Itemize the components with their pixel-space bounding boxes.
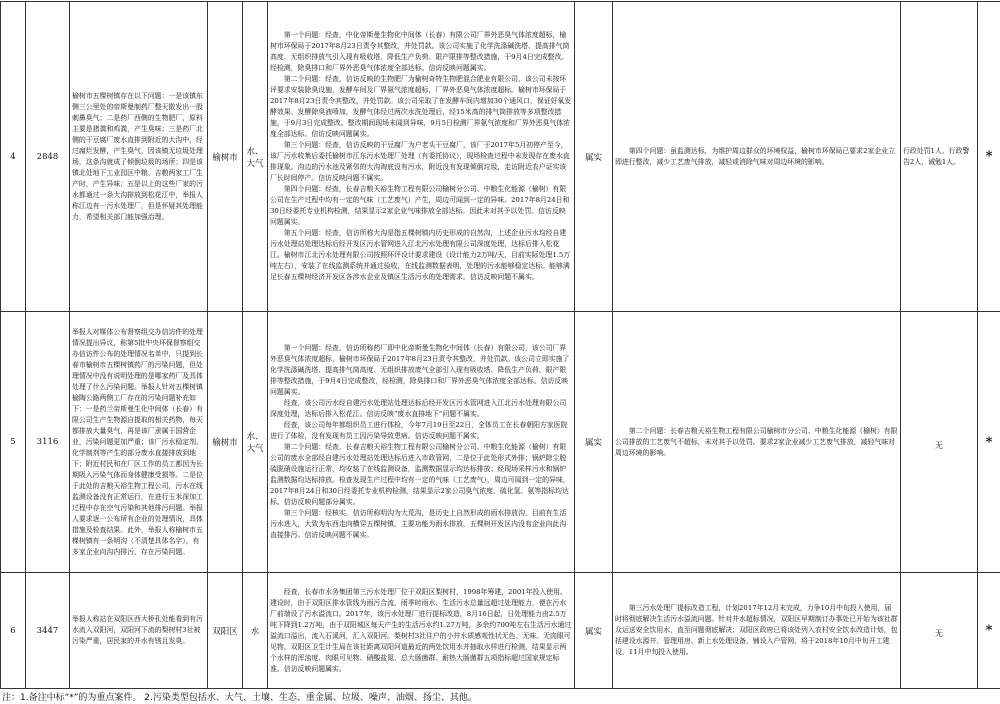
area-cell: 榆树市 — [208, 2, 243, 312]
punishment-cell — [901, 573, 978, 689]
key-case-mark: * — [978, 2, 1000, 312]
key-case-mark: * — [978, 312, 1000, 573]
table-footnote: 注：1.备注中标“*”的为重点案件。 2.污染类型包括水、大气、土壤、生态、重金属、垃圾、噪声、油烟、扬尘、其他。 — [2, 693, 477, 703]
row-seq: 5 — [1, 312, 26, 573]
findings-cell — [268, 573, 575, 689]
punishment-cell — [901, 2, 978, 312]
rectification-text: 第四个问题：虽监测达标，为维护周边群众的环境权益，榆树市环保局已要求2家企业立即进行整改，减少工艺废气排放，减轻或消除气味对周边环境的影响。 — [615, 146, 896, 166]
finding-paragraph: 经查，长春市水务集团第三污水处理厂位于双阳区梨树村，1998年筹建，2001年投入使用。建设时，由于双阳区排水管线为雨污合流，雨季时雨水、生活污水总量远超过处理能力，便在污水厂前端设了污水溢流口。2017年，该污水处理厂进行提标改造，8月16日起，日处理能力由2.5万吨下降到1.2万吨，由于双阳城区每天产生的生活污水约1.27万吨，多余约700吨左右生活污水通过溢流口溢出，流入石溪河，汇入双阳河。梨树村3社住户的小井水质感观性状无色、无味、无肉眼可见物。双阳区卫生计生局在该社距离双阳河道最近的两处饮用水井抽取水样进行检测，结果显示两个水样的浑浊度、肉眼可见物、硝酸盐氮、总大肠菌群、耐热大肠菌群五项指标超过国家规定标准。信访反映问题属实。 — [270, 587, 572, 673]
finding-paragraph: 第三个问题：经核实，信访所称明沟为大荒沟，是历史上自然形成的雨水排放沟，目前有生活污水进入，大致为东西走向横穿五棵树镇，主要功能为雨水排放，五棵树开发区内没有企业向此沟直接排污。信访反映问题不属实。 — [270, 509, 567, 539]
punishment-text: 无 — [935, 629, 943, 638]
key-case-mark: * — [978, 573, 1000, 689]
table-row — [1, 312, 1000, 573]
finding-paragraph: 第四个问题：经查，长春吉粮天裕生物工程有限公司榆树分公司、中粮生化能源（榆树）有限公司在生产过程中均有一定的气味（工艺废气）产生，周边可闻到一定的异味。2017年8月24日和30日经委托专业机构检测，结果显示2家企业气味排放全部达标。因此未对其予以处罚。信访反映问题属实。 — [270, 185, 570, 226]
rectification-cell — [613, 2, 901, 312]
verdict-cell: 属实 — [575, 2, 613, 312]
rectification-text: 第三污水处理厂提标改造工程，计划2017年12月末完成，力争10月中旬投入使用，届时将彻底解决生活污水溢流问题。针对井水超标情况，双阳区早期制订办事处已开始为该社群众运送安全饮用水，直至问题彻底解决；双阳区政府已将该处列入农村安全饮水改造计划，包括建设水源井、管理用房、新上水处理设备，铺设入户管网，将于2018年10月中旬开工建设，11月中旬投入使用。 — [615, 604, 898, 656]
pollution-type-cell: 水、大气 — [243, 312, 268, 573]
table-row — [1, 573, 1000, 689]
table-row — [1, 2, 1000, 312]
case-id: 2848 — [26, 2, 70, 312]
case-id: 3116 — [26, 312, 70, 573]
findings-cell — [268, 2, 575, 312]
area-cell: 榆树市 — [208, 312, 243, 573]
findings-cell — [268, 312, 575, 573]
pollution-type-cell: 水 — [243, 573, 268, 689]
case-id: 3447 — [26, 573, 70, 689]
finding-paragraph: 第三个问题：经查，信访反映的干豆腐厂为户老头干豆腐厂，该厂于2017年5月初停产至今，该厂污水收集后委托榆树市江东污水处理厂处理（有委托协议），现场检查过程中未发现存在废水直排现象。沟边的污水池及紧邻的大沟淘底没有污水，附近没有发现倾倒垃圾，走访附近农户证实该厂长时间停产。信访反映问题不属实。 — [270, 141, 570, 182]
complaint-cell — [70, 312, 208, 573]
row-seq: 6 — [1, 573, 26, 689]
complaint-text: 榆树市五棵树镇存在以下问题：一是该镇东侧三公里处的帝斯曼制药厂整天散发出一股刺鼻臭气；二是药厂西侧的生物肥厂，原料主要是猪粪和鸡粪，产生臭味；三是药厂北侧的干豆腐厂废水直排到附近的大沟中，经过腐烂发酵，产生臭气，因该镇无垃圾处理场，这条沟就成了倾倒垃圾的场所；四是该镇北处地下工业园区中粮、吉粮两家工厂生产时，产生异味；五是以上的这些厂家的污水都通过一条大沟排放到松花江中，举报人称江边有一污水处理厂，但是怀疑其处理能力，希望相关部门能加强治理。 — [72, 91, 203, 221]
finding-paragraph: 经查，该公司污水经自建污水处理站处理达标后经开发区污水管网进入江北污水处理有限公司深度处理，达标后排入松花江。信访反映“废水直排地下”问题不属实。 — [270, 399, 567, 418]
rectification-cell — [613, 312, 901, 573]
rectification-text: 第二个问题：长春吉粮天裕生物工程有限公司榆树市分公司、中粮生化能源（榆树）有限公司排放的工艺废气不超标，未对其予以处罚。要求2家企业减少工艺废气排放，减轻气味对周边环境的影响。 — [615, 426, 898, 457]
complaint-text: 举报人对媒体公布督察组交办信访件的处理情况提出异议，称第5批中央环保督察组交办信访件公布的处理情况名单中，只提到长春市榆树市五棵树镇药厂的污染问题，但处理情况中没有说明处理的是哪家药厂及具体处理了什么污染问题。举报人针对五棵树镇榆陶公路两侧工厂存在的污染问题补充如下：一是药兰帝斯曼生化中间体（长春）有限公司生产生物源自提取的相关药物，每天都排放大量臭气，再是该厂隶属于国营企业，污染问题更加严重；该厂污水稳定剂、化学制剂等产生的部分废水直接排放到地下；附近村民和在厂区工作的员工都因为长期吸入污染气体而身体健康受损等。二是位于此处的吉粮天裕生物工程公司，污水在线监测设备没有正常运行，在进行玉米深加工过程中存在空气污染和其他排污问题。举报人要求逐一公布所有企业的处理情况，具体措施及检查结果。此外，举报人称榆树市五棵树镇有一条明沟（不清楚具体名字），有多家企业向沟内排污，存在污染问题。 — [72, 327, 203, 556]
finding-paragraph: 第一个问题：经查，信访所称药厂即中化帝斯曼生物化中间体（长春）有限公司，该公司厂界外恶臭气体浓度超标，榆树市环保局于2017年8月23日责令其整改，并处罚款。该公司立即实施了化学洗涤碱洗塔、提高排气筒高度、无组织排放废气全部引入现有吸收塔、降低生产负荷、限产限排等整改措施，于9月4日完成整改，经检测，除臭排口和厂界外恶臭气体浓度全部达标。信访反映问题属实。 — [270, 344, 570, 396]
punishment-text: 无 — [935, 440, 943, 450]
row-seq: 4 — [1, 2, 26, 312]
finding-paragraph: 第一个问题：经查，中化帝斯曼生物化中间体（长春）有限公司厂界外恶臭气体浓度超标，榆树市环保局于2017年8月23日责令其整改，并处罚款。该公司实施了化学洗涤碱洗塔、提高排气筒高度、无组织排放气引入现有吸收塔、降低生产负荷、限产限排等整改措施，于9月4日完成整改。经检测，除臭排口和厂界外恶臭气体浓度全部达标。信访反映问题属实。 — [270, 31, 570, 72]
area-cell: 双阳区 — [208, 573, 243, 689]
verdict-cell: 属实 — [575, 312, 613, 573]
case-table — [0, 1, 1000, 689]
complaint-text: 举报人称站在双阳区西大桥孔处能看到有污水流入双阳河，双阳河下流的梨树村3社被污染严重，居民家的井水有锈且发臭。 — [72, 615, 203, 645]
punishment-text: 行政处罚1人、行政警告2人、诫勉1人。 — [903, 146, 970, 166]
verdict-cell: 属实 — [575, 573, 613, 689]
complaint-cell — [70, 573, 208, 689]
finding-paragraph: 第五个问题：经查，信访所称大沟是指五棵树镇内历史形成的自然沟，上述企业污水均经自建污水处理站处理达标后经开发区污水管网进入江北污水处理有限公司深度处理，达标后排入松花江。榆树市江北污水处理有限公司按照环评设计要求建设（设计能力2万吨/天，目前实际处理1.5万吨左右），安装了在线监测系统并通过验收，在线监测数据表明，处理的污水能够稳定达标。能够满足长春五棵树经济开发区各涉水企业及镇区生活污水的处理需求。信访反映问题不属实。 — [270, 229, 571, 281]
complaint-cell — [70, 2, 208, 312]
rectification-cell — [613, 573, 901, 689]
finding-paragraph: 经查，该公司每年都组织员工进行体检，今年7月19日至22日，全体员工在长春朝阳方家医院进行了体检，没有发现有员工因污染导致患病。信访反映问题不属实。 — [270, 421, 568, 440]
pollution-type-cell: 水、大气 — [243, 2, 268, 312]
finding-paragraph: 第二个问题：经查，信访反映的生物肥厂为榆树奇特生物肥混合肥业有限公司，该公司未按环评要求安装除臭设施，发酵车间及厂界氨气浓度超标，厂界外恶臭气体浓度超标。榆树市环保局于2017年8月23日责令其整改，并处罚款。该公司采取了在发酵车间内增加30个通风口，保证好氧发酵效果、发酵除臭液喷加，发酵气体经过两次水洗处理后，经15米高的排气筒排放等多项整改措施，于9月3日完成整改。整改期间现场未闻到异味，9月5日检测厂界氨气浓度和厂界外恶臭气体浓度全部达标。信访反映问题属实。 — [270, 75, 572, 138]
finding-paragraph: 第二个问题：经查，长春吉粮天裕生物工程有限公司榆树分公司、中粮生化能源（榆树）有限公司的废水全部经自建污水处理站处理达标后进入市政管网，二是位于此处形式外排；锅炉除尘脱硫脱硝设施运行正常，均安装了在线监测设备，监测数据显示均达标排放；经现场采样污水和锅炉监测数据均达标排放。检查发现生产过程中均有一定的气味（工艺废气），周边可闻到一定的异味，2017年8月24日和30日经委托专业机构检测，结果显示2家公司臭气浓度、硫化氢、氨等指标均达标。信访反映问题部分属实。 — [270, 443, 570, 506]
punishment-cell — [901, 312, 978, 573]
